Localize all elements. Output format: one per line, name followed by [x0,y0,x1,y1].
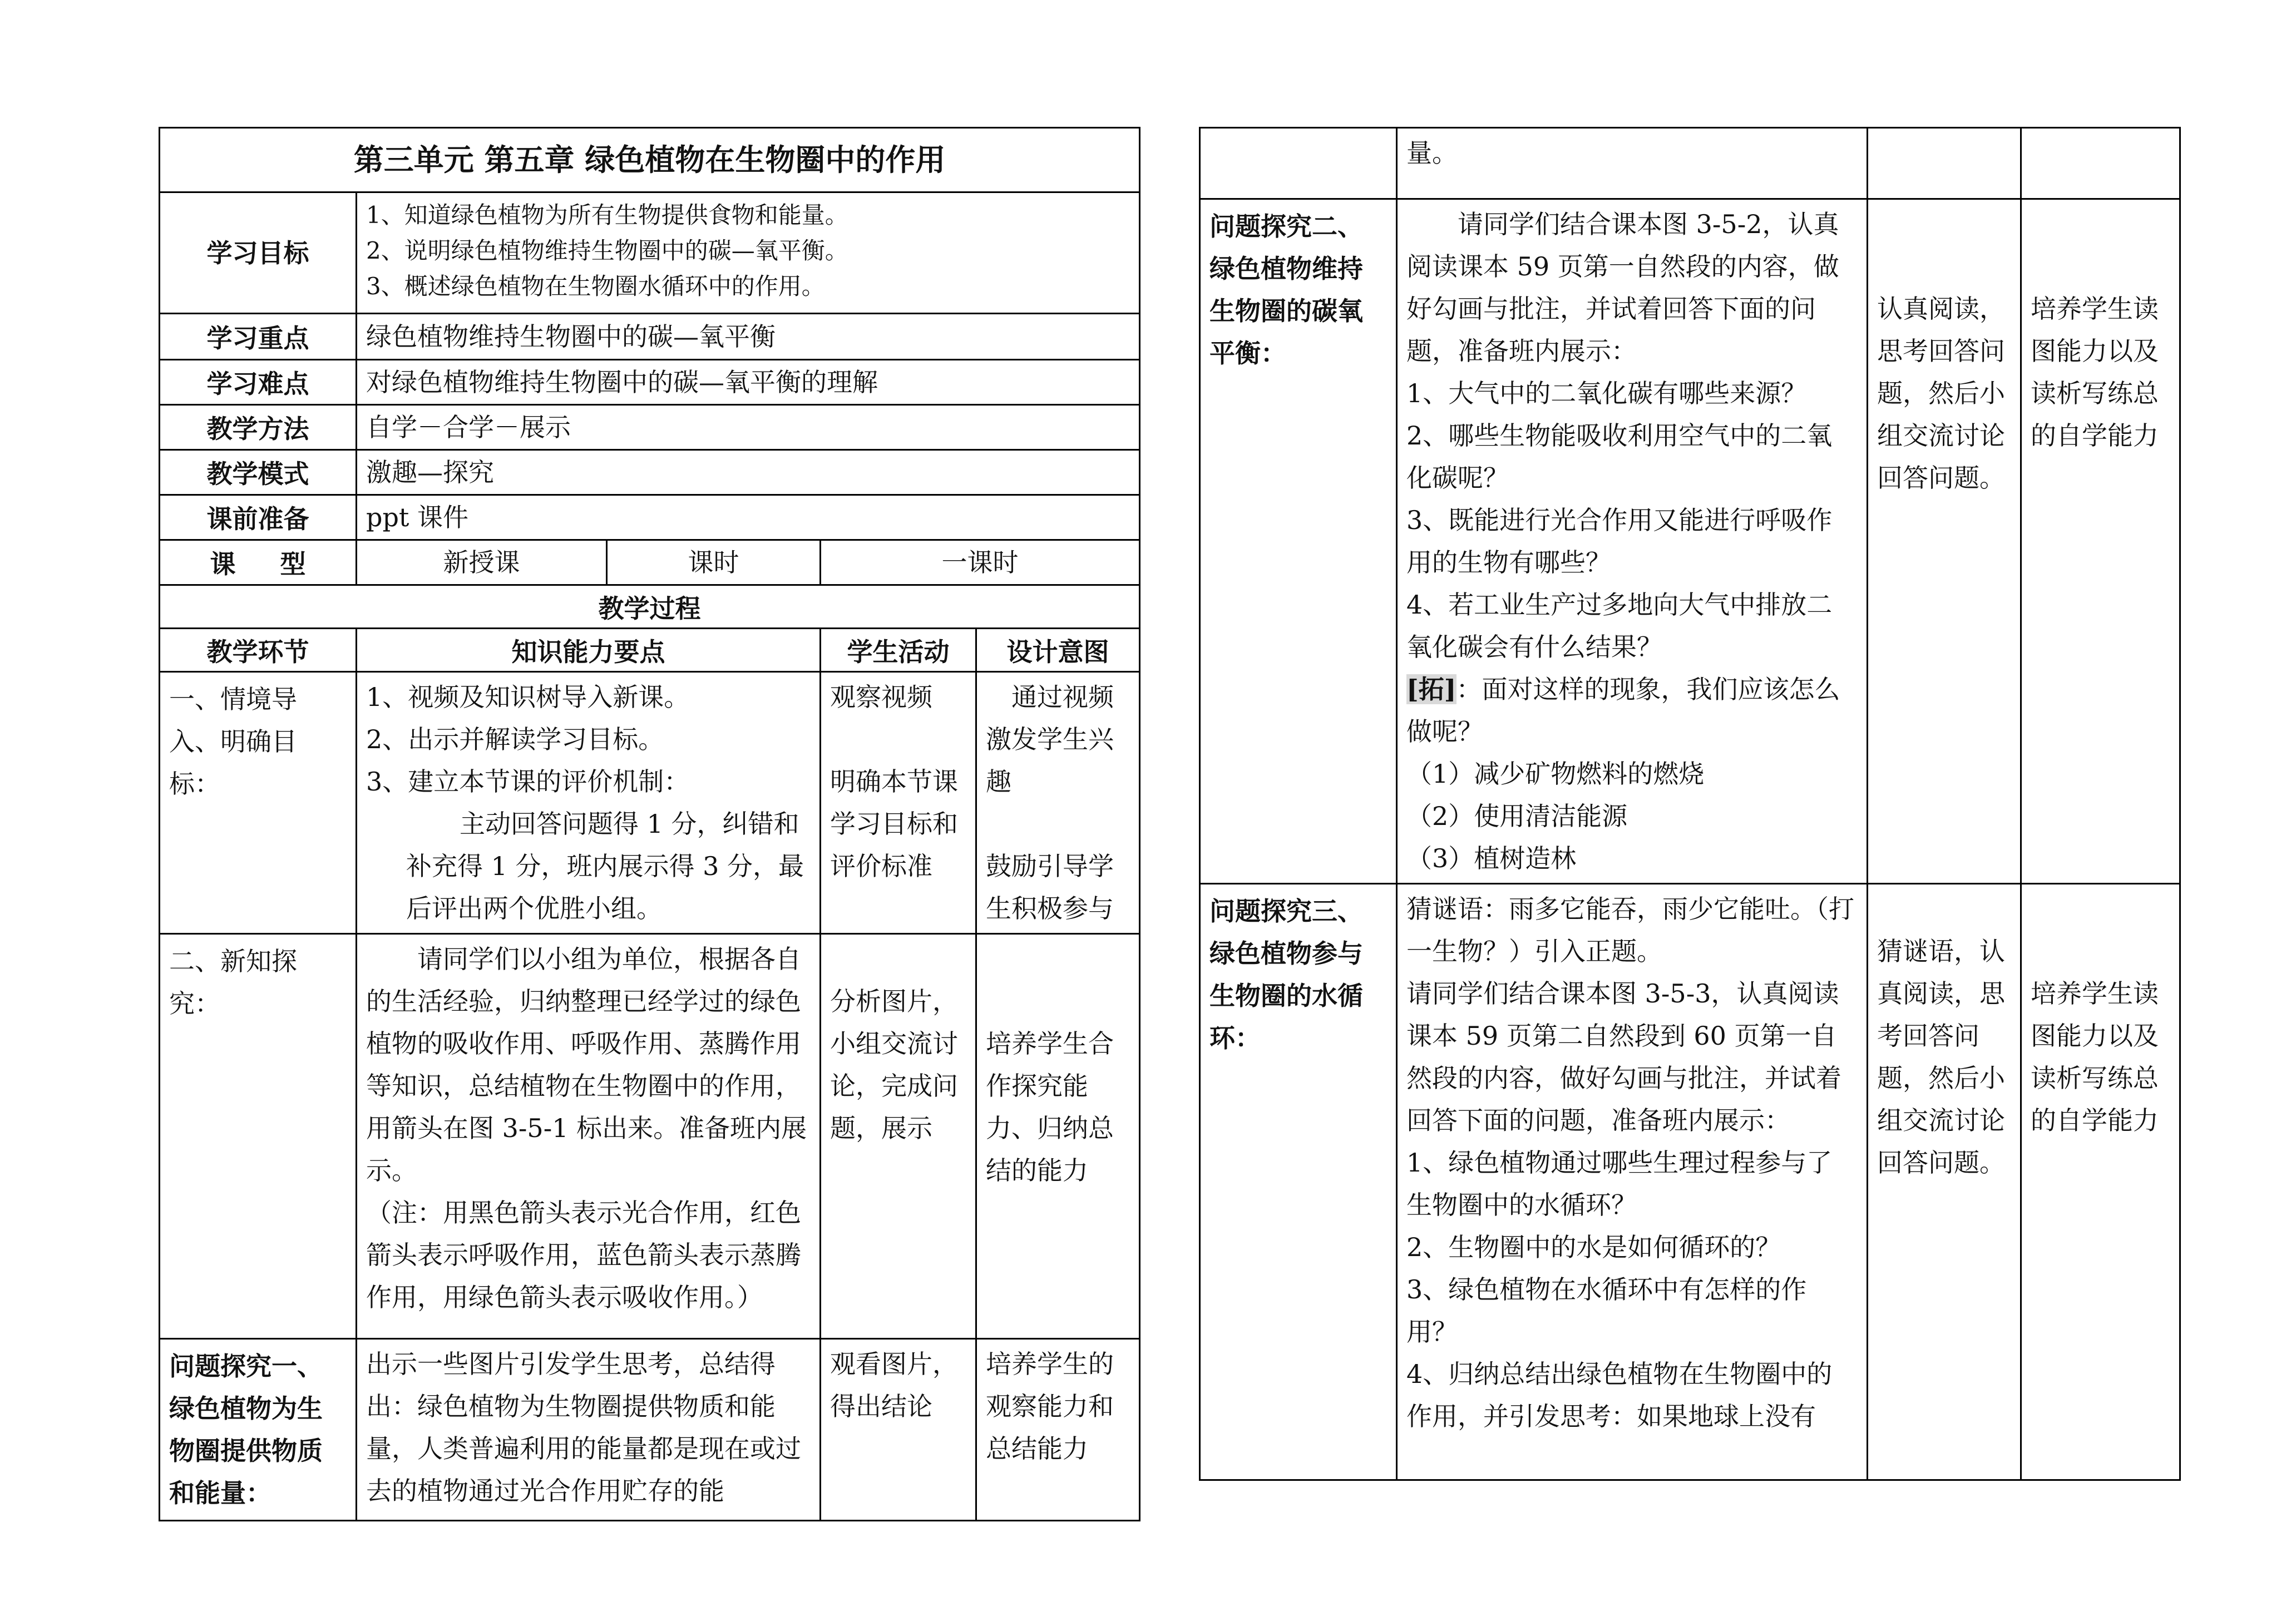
method-value: 自学－合学－展示 [357,405,1140,450]
question-item: 3、绿色植物在水循环中有怎样的作用？ [1406,1274,1807,1347]
column-header: 知识能力要点 [357,629,821,672]
mode-label: 教学模式 [160,450,357,495]
stage-cell: 问题探究一、绿色植物为生物圈提供物质和能量： [160,1339,357,1521]
intent-cell [2021,128,2180,199]
hours-value: 一课时 [821,540,1140,585]
point-main: 请同学们以小组为单位，根据各自的生活经验，归纳整理已经学过的绿色植物的吸收作用、呼吸作用、蒸腾作用等知识，总结植物在生物圈中的作用，用箭头在图 3-5-1 标出来。准备班内展示。 [366,944,807,1185]
method-label: 教学方法 [160,405,357,450]
intent-cell: 培养学生读图能力以及读析写练总的自学能力 [2021,884,2180,1480]
point-main: 请同学们结合课本图 3-5-3，认真阅读课本 59 页第二自然段到 60 页第一自然段的内容，做好勾画与批注，并试着回答下面的问题，准备班内展示： [1406,978,1841,1135]
answer-item: （3）植树造林 [1406,843,1577,873]
goal-item: 1、知道绿色植物为所有生物提供食物和能量。 [366,201,848,229]
answer-item: （1）减少矿物燃料的燃烧 [1406,759,1705,789]
points-cell: 出示一些图片引发学生思考，总结得出：绿色植物为生物圈提供物质和能量，人类普遍利用的能量都是现在或过去的植物通过光合作用贮存的能 [357,1339,821,1521]
question-item: 2、生物圈中的水是如何循环的？ [1406,1232,1781,1262]
points-cell [357,934,821,1339]
column-header: 教学环节 [160,629,357,672]
intent-cell: 培养学生合作探究能力、归纳总结的能力 [976,934,1140,1339]
prep-label: 课前准备 [160,495,357,540]
type-value: 新授课 [357,540,607,585]
points-cell: 量。 [1397,128,1868,199]
question-item: 3、既能进行光合作用又能进行呼吸作用的生物有哪些？ [1406,505,1833,577]
point-item: 3、建立本节课的评价机制： [366,767,690,797]
goals-label: 学习目标 [160,192,357,314]
focus-value: 绿色植物维持生物圈中的碳—氧平衡 [357,314,1140,360]
extension-text: ：面对这样的现象，我们应该怎么做呢？ [1406,674,1840,747]
prep-value: ppt 课件 [357,495,1140,540]
activity-cell [821,672,976,934]
question-item: 4、若工业生产过多地向大气中排放二氧化碳会有什么结果？ [1406,590,1833,662]
column-header: 设计意图 [976,629,1140,672]
question-item: 2、哪些生物能吸收利用空气中的二氧化碳呢？ [1406,421,1833,493]
goals-list [357,192,1140,314]
type-label: 课 型 [160,540,357,585]
activity-cell: 认真阅读，思考回答问题，然后小组交流讨论回答问题。 [1868,199,2021,884]
goal-item: 2、说明绿色植物维持生物圈中的碳—氧平衡。 [366,237,848,264]
lesson-plan-table-right [1199,127,2181,1481]
intent-text: 通过视频激发学生兴趣 [986,682,1114,797]
points-cell [357,672,821,934]
process-title: 教学过程 [160,585,1140,629]
column-header: 学生活动 [821,629,976,672]
activity-cell: 猜谜语，认真阅读，思考回答问题，然后小组交流讨论回答问题。 [1868,884,2021,1480]
document-title: 第三单元 第五章 绿色植物在生物圈中的作用 [160,128,1140,192]
mode-value: 激趣—探究 [357,450,1140,495]
question-item: 4、归纳总结出绿色植物在生物圈中的作用，并引发思考：如果地球上没有 [1406,1359,1833,1431]
point-item: 2、出示并解读学习目标。 [366,724,664,754]
difficulty-value: 对绿色植物维持生物圈中的碳—氧平衡的理解 [357,360,1140,405]
activity-text: 观察视频 [830,682,932,712]
focus-label: 学习重点 [160,314,357,360]
question-item: 1、绿色植物通过哪些生理过程参与了生物圈中的水循环？ [1406,1148,1833,1220]
riddle-text: 猜谜语：雨多它能吞，雨少它能吐。（打一生物？）引入正题。 [1406,894,1854,966]
point-item: 主动回答问题得 1 分，纠错和补充得 1 分，班内展示得 3 分，最后评出两个优胜小组。 [406,809,804,923]
intent-cell [976,672,1140,934]
point-main: 请同学们结合课本图 3-5-2，认真阅读课本 59 页第一自然段的内容，做好勾画与批注，并试着回答下面的问题，准备班内展示： [1406,209,1839,366]
hours-label: 课时 [607,540,821,585]
point-item: 1、视频及知识树导入新课。 [366,682,690,712]
stage-cell: 一、情境导入、明确目标： [160,672,357,934]
stage-cell: 问题探究三、绿色植物参与生物圈的水循环： [1200,884,1397,1480]
stage-cell: 问题探究二、绿色植物维持生物圈的碳氧平衡： [1200,199,1397,884]
activity-text: 明确本节课学习目标和评价标准 [830,767,958,881]
stage-cell [1200,128,1397,199]
activity-cell: 分析图片，小组交流讨论，完成问题，展示 [821,934,976,1339]
difficulty-label: 学习难点 [160,360,357,405]
goal-item: 3、概述绿色植物在生物圈水循环中的作用。 [366,273,825,300]
intent-cell: 培养学生的观察能力和总结能力 [976,1339,1140,1521]
intent-text: 鼓励引导学生积极参与 [986,851,1114,923]
extension-line [1406,668,1858,753]
points-cell [1397,199,1868,884]
question-item: 1、大气中的二氧化碳有哪些来源？ [1406,378,1807,408]
stage-cell: 二、新知探究： [160,934,357,1339]
points-cell [1397,884,1868,1480]
intent-cell: 培养学生读图能力以及读析写练总的自学能力 [2021,199,2180,884]
answer-item: （2）使用清洁能源 [1406,801,1628,831]
activity-cell: 观看图片，得出结论 [821,1339,976,1521]
extension-tag: [拓] [1406,674,1456,704]
activity-cell [1868,128,2021,199]
point-note: （注：用黑色箭头表示光合作用，红色箭头表示呼吸作用，蓝色箭头表示蒸腾作用，用绿色箭头表示吸收作用。） [366,1198,801,1312]
lesson-plan-table-left [159,127,1140,1521]
